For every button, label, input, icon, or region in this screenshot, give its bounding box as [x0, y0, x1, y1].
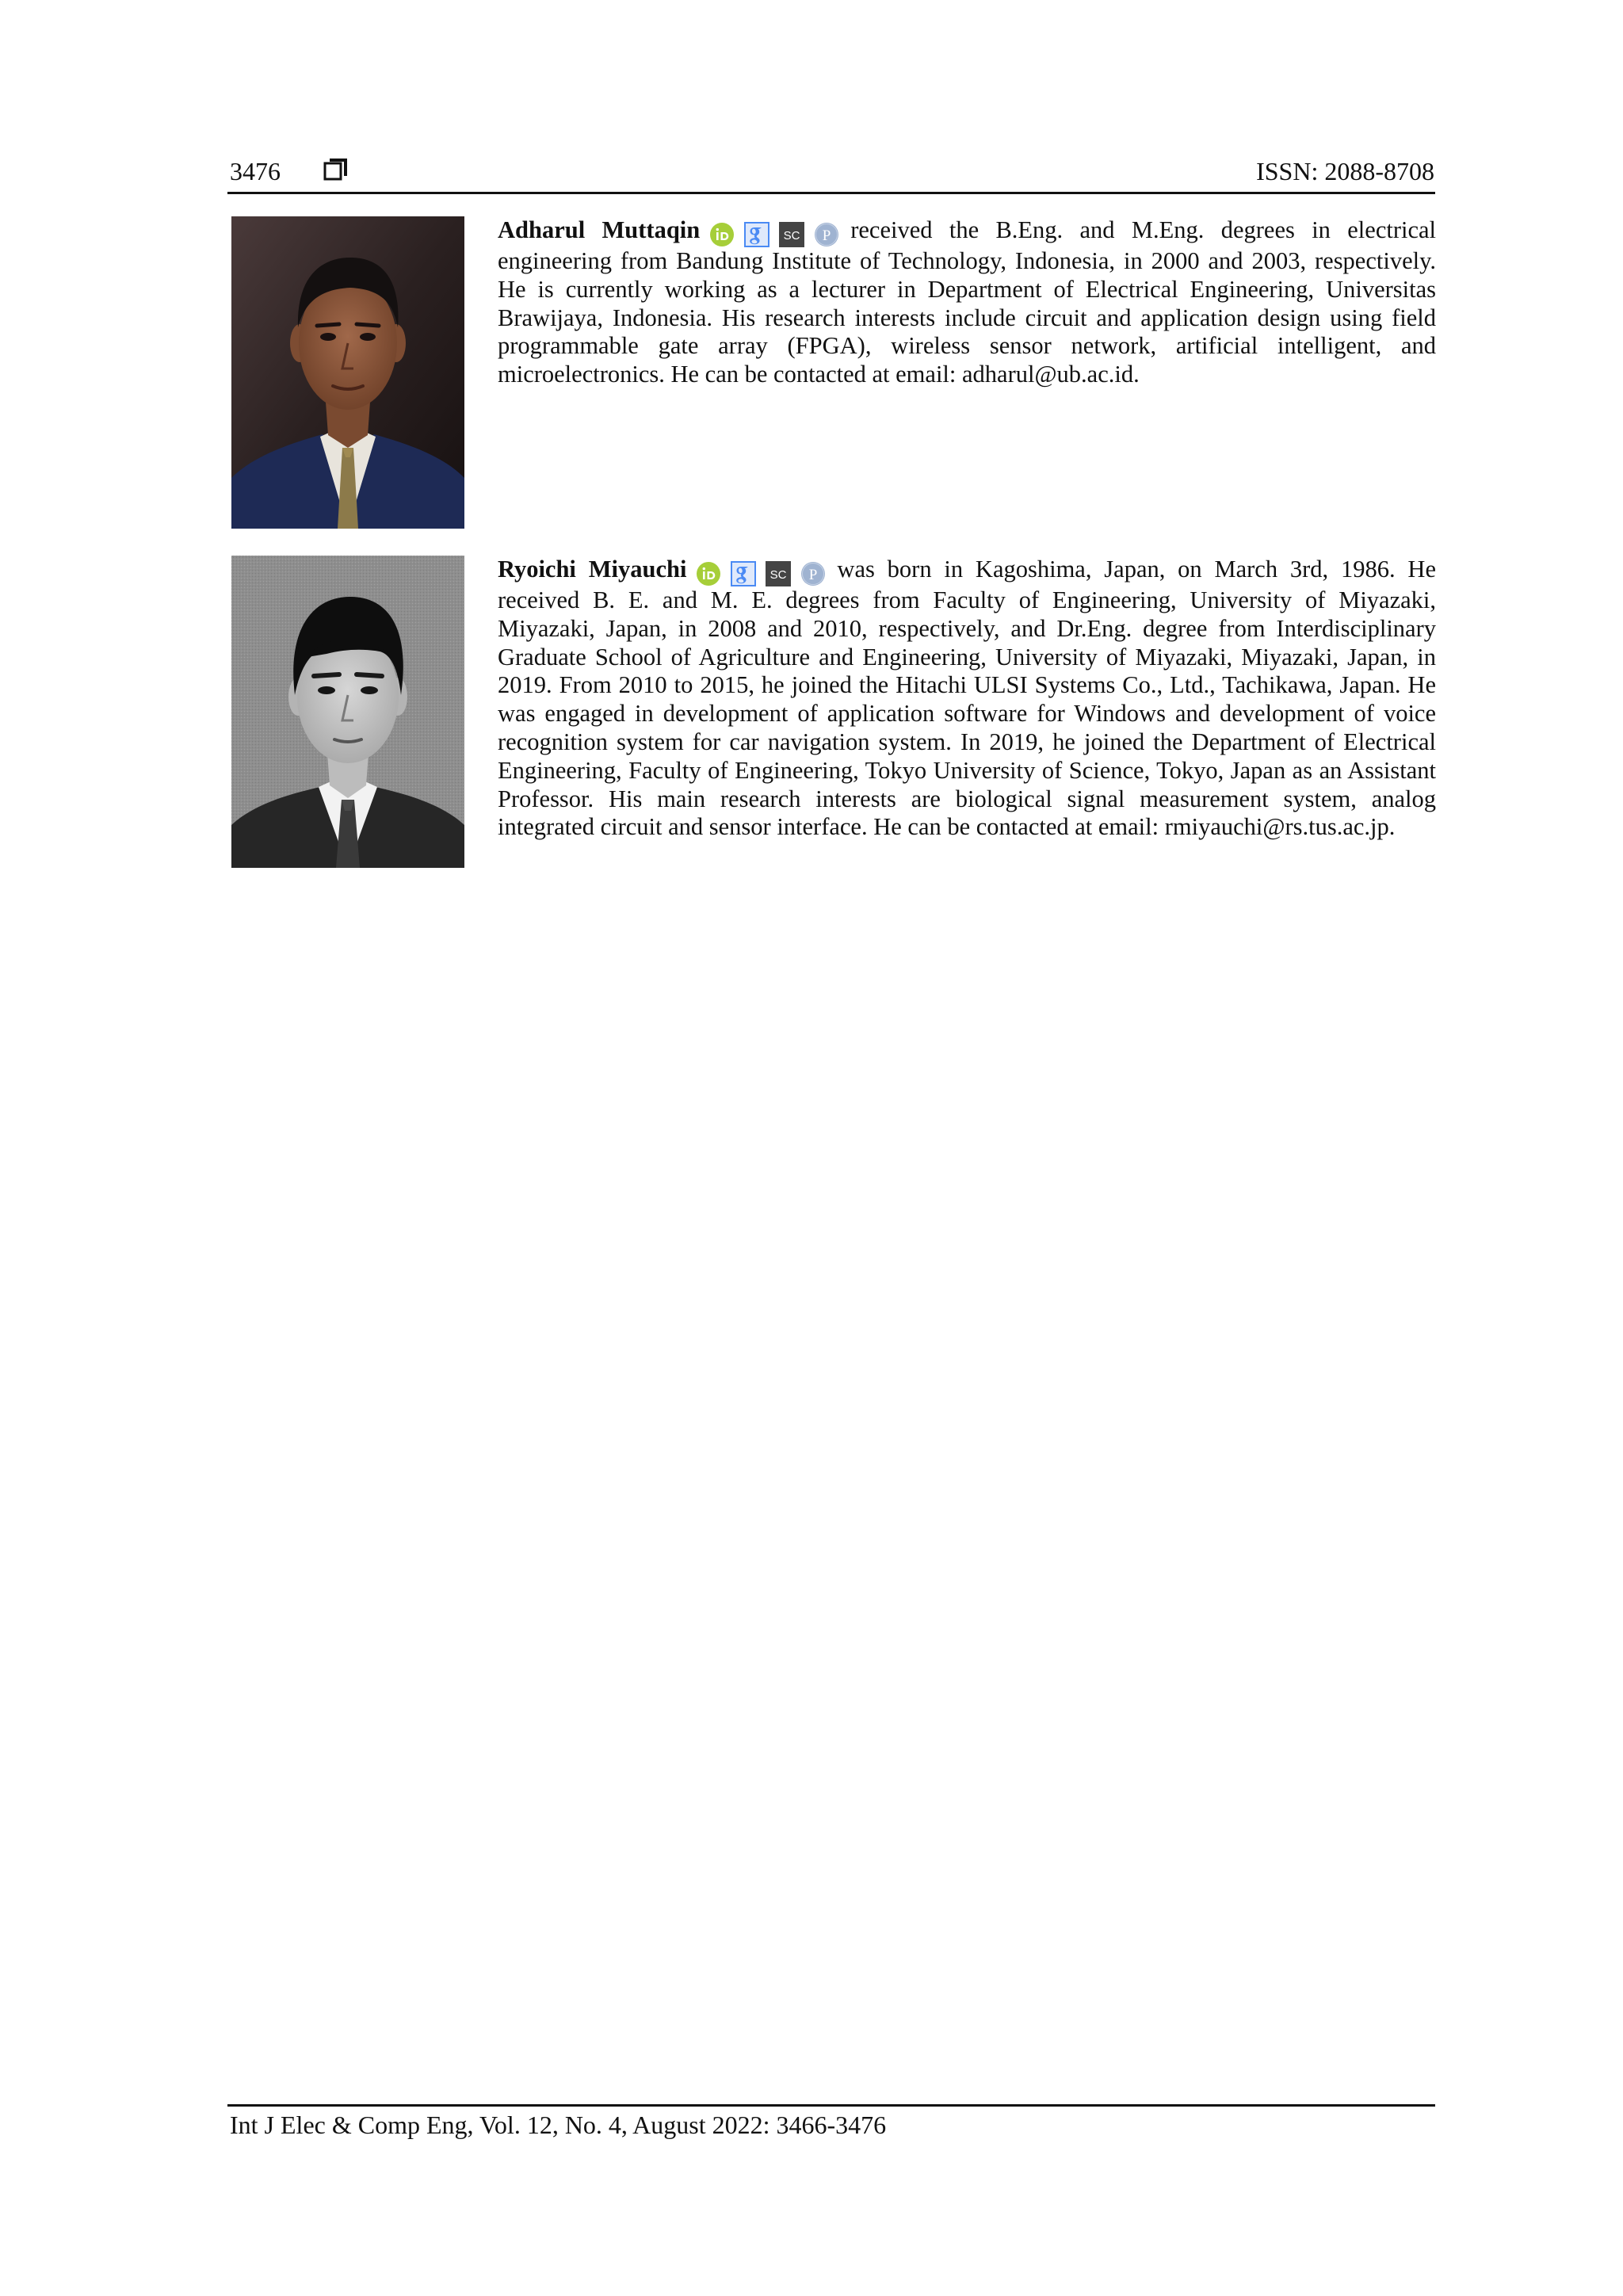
page-number: 3476 [230, 157, 281, 185]
scopus-icon-label: SC [783, 229, 800, 243]
author-bio-text [498, 216, 1436, 389]
author-photo [231, 556, 464, 868]
author-bio: received the B.Eng. and M.Eng. degrees in electrical engineering from Bandung Institute of Technology, Indonesia, in 2000 and 2003, respectively. He is currently working as a lecturer in Department of Electrical Engineering, Universitas Brawijaya, Indonesia. His research interests include circuit and application design using field programmable gate array (FPGA), wireless sensor network, artificial intelligent, and microelectronics. He can be contacted at email: adharul@ub.ac.id. [498, 216, 1437, 388]
author-bio: was born in Kagoshima, Japan, on March 3rd, 1986. He received B. E. and M. E. degrees from Faculty of Engineering, University of Miyazaki, Miyazaki, Japan, in 2008 and 2010, respectively, and Dr.Eng. degree from Interdisciplinary Graduate School of Agriculture and Engineering, University of Miyazaki, Miyazaki, Japan, in 2019. From 2010 to 2015, he joined the Hitachi ULSI Systems Co., Ltd., Tachikawa, Japan. He was engaged in development of application software for Windows and development of voice recognition system for car navigation system. In 2019, he joined the Department of Electrical Engineering, Faculty of Engineering, Tokyo University of Science, Tokyo, Japan as an Assistant Professor. His main research interests are biological signal measurement system, analog integrated circuit and sensor interface. He can be contacted at email: rmiyauchi@rs.tus.ac.jp. [498, 556, 1436, 841]
footer-divider [227, 2104, 1435, 2107]
publons-icon[interactable] [800, 561, 826, 586]
publons-icon-label: P [809, 567, 818, 583]
header-divider [227, 192, 1435, 194]
square-box-icon [323, 159, 347, 182]
author-bio-block [231, 216, 1436, 529]
author-bio-text [498, 556, 1436, 842]
page-header [230, 152, 1434, 193]
google-scholar-icon[interactable] [731, 561, 756, 586]
scopus-icon[interactable] [779, 222, 804, 247]
issn: ISSN: 2088-8708 [1256, 157, 1434, 185]
author-name: Adharul Muttaqin [498, 216, 701, 243]
author-profile-badges [709, 219, 839, 247]
orcid-icon[interactable] [696, 561, 721, 586]
author-name: Ryoichi Miyauchi [498, 556, 687, 583]
author-photo [231, 216, 464, 529]
google-scholar-icon[interactable] [744, 222, 769, 247]
orcid-icon[interactable] [709, 222, 735, 247]
author-bio-block [231, 556, 1436, 869]
publons-icon[interactable] [814, 222, 839, 247]
author-profile-badges [696, 558, 826, 586]
scopus-icon-label: SC [770, 568, 787, 582]
journal-citation: Int J Elec & Comp Eng, Vol. 12, No. 4, August 2022: 3466-3476 [230, 2111, 887, 2139]
publons-icon-label: P [822, 227, 831, 244]
scopus-icon[interactable] [766, 561, 791, 586]
